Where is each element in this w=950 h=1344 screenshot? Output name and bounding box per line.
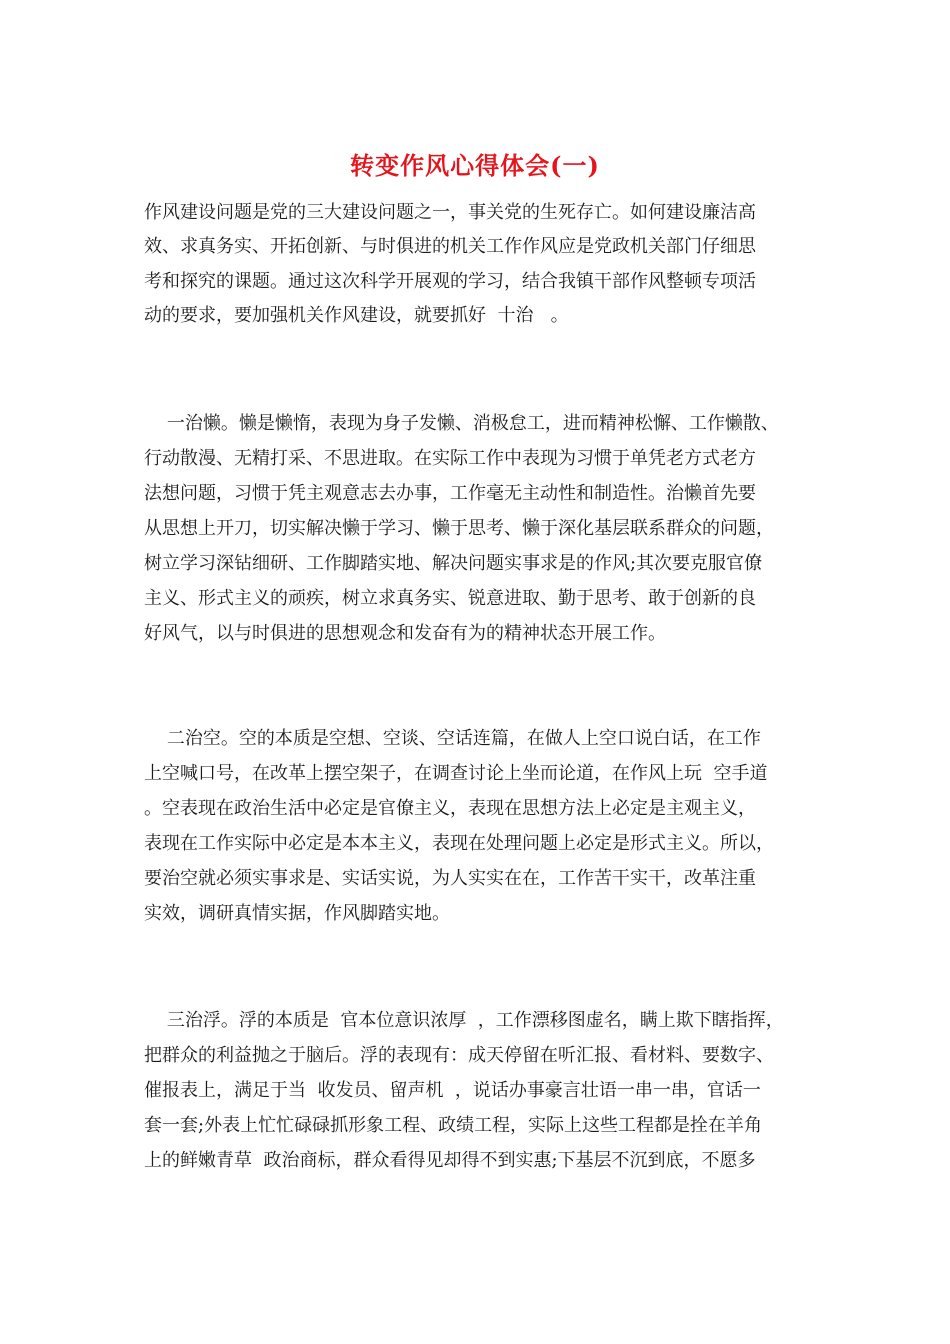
paragraph-4-line-1: 三治浮。浮的本质是 官本位意识浓厚 ，工作漂移图虚名，瞒上欺下瞎指挥，	[144, 1010, 784, 1031]
paragraph-4-line-4: 套一套;外表上忙忙碌碌抓形象工程、政绩工程，实际上这些工程都是拴在羊角	[144, 1115, 763, 1136]
paragraph-2-line-5: 树立学习深钻细研、工作脚踏实地、解决问题实事求是的作风;其次要克服官僚	[144, 553, 763, 574]
paragraph-3-line-1: 二治空。空的本质是空想、空谈、空话连篇，在做人上空口说白话，在工作	[144, 728, 761, 749]
paragraph-3-line-5: 要治空就必须实事求是、实话实说，为人实实在在，工作苦干实干，改革注重	[144, 868, 756, 889]
paragraph-4-line-3: 催报表上，满足于当 收发员、留声机 ，说话办事豪言壮语一串一串，官话一	[144, 1080, 761, 1101]
paragraph-2-line-1: 一治懒。懒是懒惰，表现为身子发懒、消极怠工，进而精神松懈、工作懒散、	[144, 413, 779, 434]
paragraph-2-line-6: 主义、形式主义的顽疾，树立求真务实、锐意进取、勤于思考、敢于创新的良	[144, 588, 756, 609]
paragraph-1-line-4: 动的要求，要加强机关作风建设，就要抓好 十治 。	[144, 305, 569, 326]
paragraph-3-line-2: 上空喊口号，在改革上摆空架子，在调查讨论上坐而论道，在作风上玩 空手道	[144, 763, 768, 784]
paragraph-4-line-2: 把群众的利益抛之于脑后。浮的表现有：成天停留在听汇报、看材料、要数字、	[144, 1045, 774, 1066]
paragraph-2-line-7: 好风气，以与时俱进的思想观念和发奋有为的精神状态开展工作。	[144, 623, 666, 644]
paragraph-2-line-2: 行动散漫、无精打采、不思进取。在实际工作中表现为习惯于单凭老方式老方	[144, 448, 756, 469]
document-title: 转变作风心得体会(一)	[350, 151, 600, 180]
paragraph-1-line-3: 考和探究的课题。通过这次科学开展观的学习，结合我镇干部作风整顿专项活	[144, 271, 756, 292]
paragraph-1-line-2: 效、求真务实、开拓创新、与时俱进的机关工作作风应是党政机关部门仔细思	[144, 236, 756, 257]
paragraph-4-line-5: 上的鲜嫩青草 政治商标，群众看得见却得不到实惠;下基层不沉到底，不愿多	[144, 1150, 756, 1171]
paragraph-3-line-6: 实效，调研真情实据，作风脚踏实地。	[144, 903, 450, 924]
paragraph-2-line-4: 从思想上开刀，切实解决懒于学习、懒于思考、懒于深化基层联系群众的问题，	[144, 518, 774, 539]
paragraph-2-line-3: 法想问题，习惯于凭主观意志去办事，工作毫无主动性和制造性。治懒首先要	[144, 483, 756, 504]
paragraph-3-line-4: 表现在工作实际中必定是本本主义，表现在处理问题上必定是形式主义。所以，	[144, 833, 774, 854]
paragraph-3-line-3: 。空表现在政治生活中必定是官僚主义，表现在思想方法上必定是主观主义，	[144, 798, 756, 819]
paragraph-1-line-1: 作风建设问题是党的三大建设问题之一，事关党的生死存亡。如何建设廉洁高	[144, 202, 756, 223]
